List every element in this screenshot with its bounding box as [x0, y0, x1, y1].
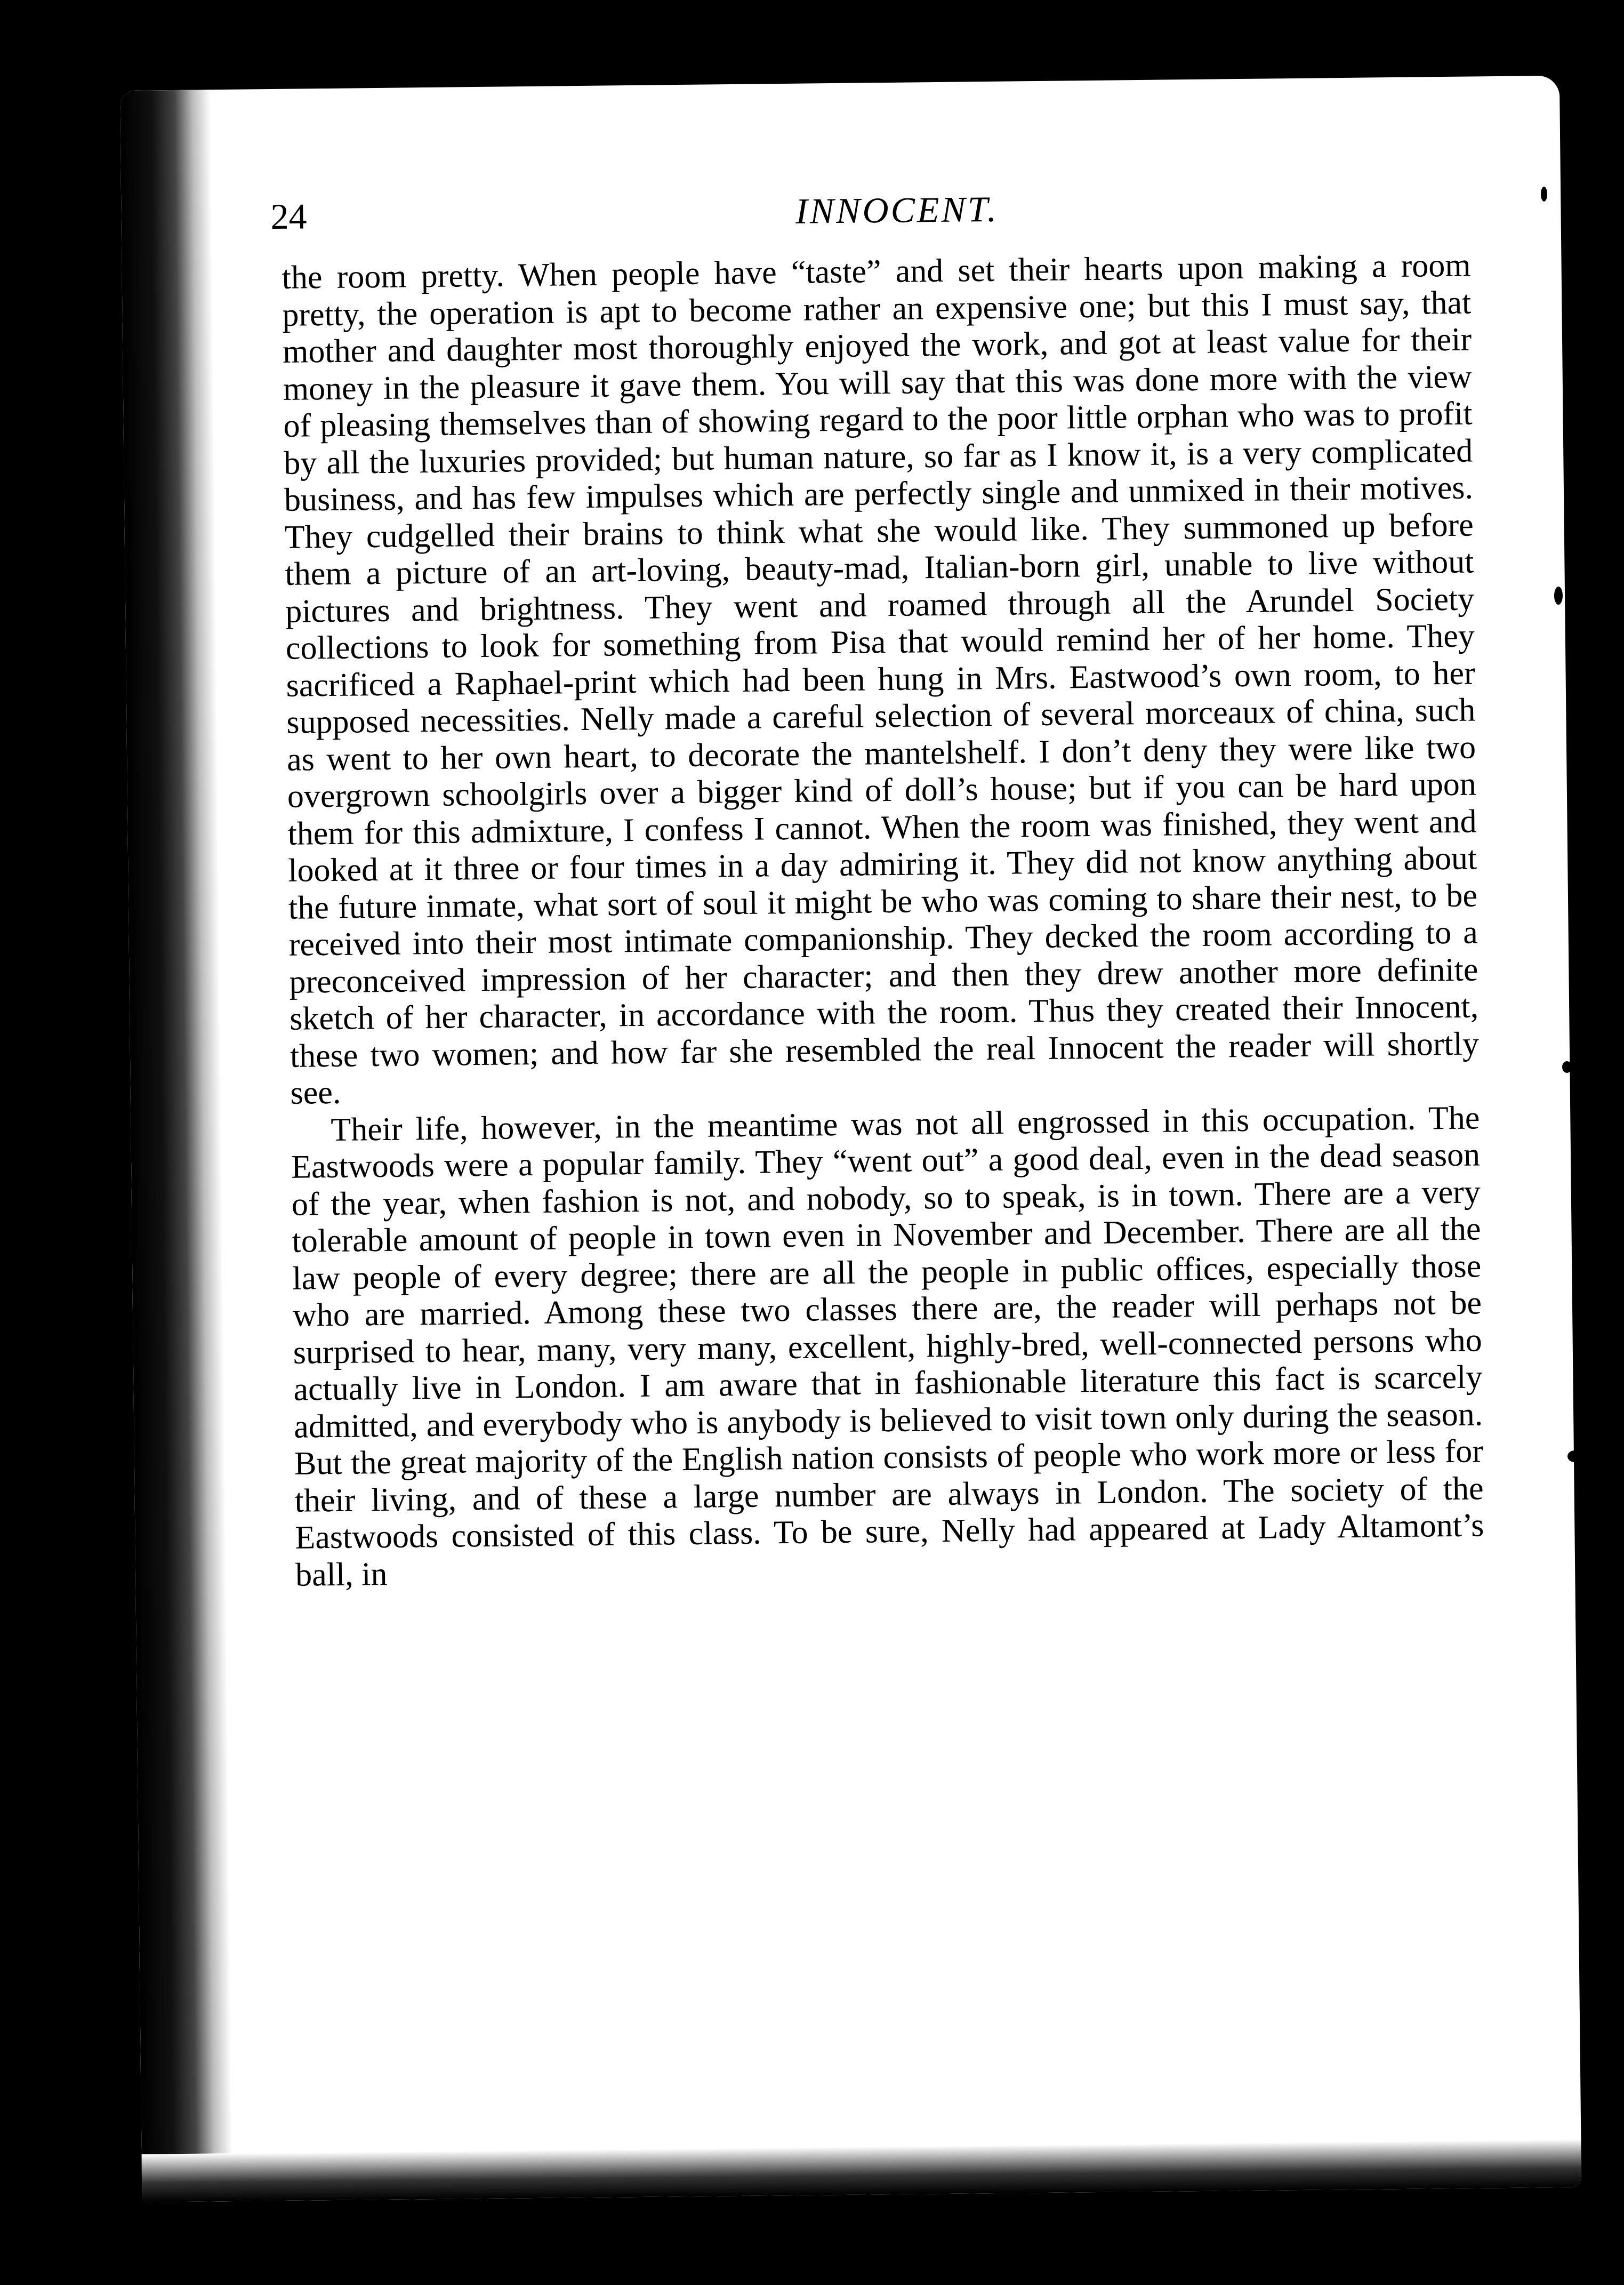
scan-speck	[1575, 1557, 1583, 1621]
running-head: INNOCENT.	[795, 188, 999, 231]
scan-speck	[1541, 187, 1547, 202]
body-text	[282, 247, 1484, 1593]
binding-shadow	[120, 90, 232, 2202]
paragraph-2: Their life, however, in the meantime was not all engrossed in this occupation. The Eastwoods were a popular family. They “went out” a good deal, even in the dead season of the year, when fashion is not, and nobody, so to speak, is in town. There are a very tolerable amount of people in town even in November and December. There are all the law people of every degree; there are all the people in public offices, especially those who are married. Among these two classes there are, the reader will perhaps not be surprised to hear, many, very many, excellent, highly-bred, well-connected persons who actually live in London. I am aware that in fashionable literature this fact is scarcely admitted, and everybody who is anybody is believed to visit town only during the season. But the great majority of the English nation consists of people who work more or less for their living, and of these a large number are always in London. The society of the Eastwoods consisted of this class. To be sure, Nelly had appeared at Lady Altamont’s ball, in	[291, 1099, 1484, 1593]
bottom-edge-shadow	[142, 2139, 1582, 2202]
page-number: 24	[270, 196, 307, 237]
paragraph-1: the room pretty. When people have “taste” and set their hearts upon making a room pretty, the operation is apt to become rather an expensive one; but this I must say, that mother and daughter most thoroughly enjoyed the work, and got at least value for their money in the pleasure it gave them. You will say that this was done more with the view of pleasing themselves than of showing regard to the poor little orphan who was to profit by all the luxuries provided; but human nature, so far as I know it, is a very complicated business, and has few impulses which are perfectly single and unmixed in their motives. They cudgelled their brains to think what she would like. They summoned up before them a picture of an art-loving, beauty-mad, Italian-born girl, unable to live without pictures and brightness. They went and roamed through all the Arundel Society collections to look for something from Pisa that would remind her of her home. They sacrificed a Raphael-print which had been hung in Mrs. Eastwood’s own room, to her supposed necessities. Nelly made a careful selection of several morceaux of china, such as went to her own heart, to decorate the mantelshelf. I don’t deny they were like two overgrown schoolgirls over a bigger kind of doll’s house; but if you can be hard upon them for this admixture, I confess I cannot. When the room was finished, they went and looked at it three or four times in a day admiring it. They did not know anything about the future inmate, what sort of soul it might be who was coming to share their nest, to be received into their most intimate companionship. They decked the room according to a preconceived impression of her character; and then they drew another more definite sketch of her character, in accordance with the room. Thus they created their Innocent, these two women; and how far she resembled the real Innocent the reader will shortly see.	[282, 247, 1480, 1111]
scan-speck	[1554, 587, 1563, 605]
scan-speck	[1567, 1450, 1581, 1462]
book-page	[120, 76, 1581, 2202]
scan-speck	[1562, 1061, 1572, 1073]
